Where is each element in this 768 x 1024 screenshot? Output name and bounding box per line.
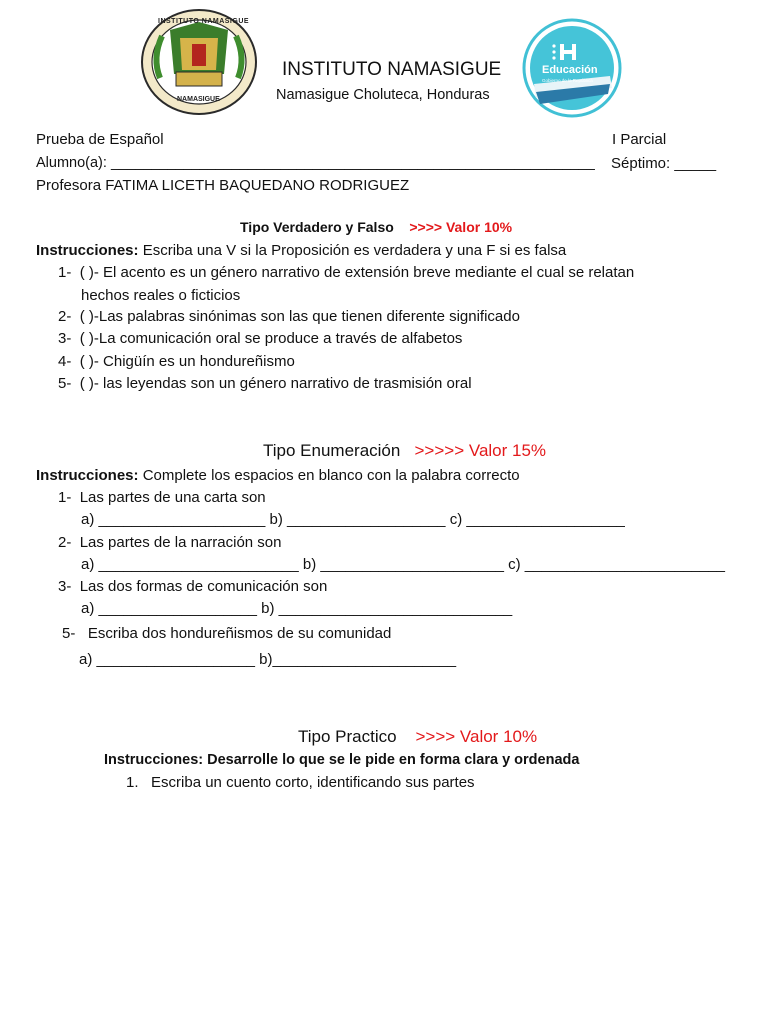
section3-title: Tipo Practico (298, 727, 397, 746)
tf-item-4 (58, 353, 295, 370)
section1-instructions-label: Instrucciones: (36, 242, 139, 259)
item-number: 4- (58, 353, 72, 370)
section2-instructions-label: Instrucciones: (36, 467, 139, 484)
logo-right-subtext: Gobierno de la República (542, 78, 593, 83)
item-number: 2- (58, 534, 72, 551)
item-text: - Chigüín es un hondureñismo (93, 353, 295, 370)
answer-blank: ( ) (79, 308, 94, 325)
enum-item-5 (62, 625, 391, 642)
enum-item-2 (58, 534, 281, 551)
section2-heading (263, 441, 546, 461)
enum-item-1 (58, 489, 266, 506)
enum-item-3 (58, 578, 327, 595)
section1-value: >>>> Valor 10% (409, 219, 513, 235)
section2-instructions (36, 467, 520, 484)
enum-item-5-answers: a) ___________________ b)______________________ (79, 651, 457, 668)
item-number: 3- (58, 578, 72, 595)
item-number: 2- (58, 308, 72, 325)
section2-title: Tipo Enumeración (263, 441, 401, 460)
logo-right-text: Educación (542, 64, 598, 76)
section3-instructions: Instrucciones: Desarrolle lo que se le pide en forma clara y ordenada (104, 752, 580, 768)
enum-item-1-answers: a) ____________________ b) ___________________ c) ___________________ (81, 511, 625, 528)
section1-instructions-text: Escriba una V si la Proposición es verdadera y una F si es falsa (138, 242, 567, 259)
item-text: -La comunicación oral se produce a través de alfabetos (93, 330, 463, 347)
item-number: 1. (126, 774, 139, 791)
answer-blank: ( ) (79, 375, 94, 392)
section1-title: Tipo Verdadero y Falso (240, 219, 394, 235)
answer-blank: ( ) (79, 330, 94, 347)
practice-item-1 (126, 774, 475, 791)
section2-value: >>>>> Valor 15% (414, 441, 547, 460)
item-number: 1- (58, 264, 72, 281)
item-text: -Las palabras sinónimas son las que tienen diferente significado (93, 308, 520, 325)
tf-item-2 (58, 308, 520, 325)
item-text: Las dos formas de comunicación son (79, 578, 328, 595)
tf-item-1 (58, 264, 634, 281)
teacher-name: Profesora FATIMA LICETH BAQUEDANO RODRIGUEZ (36, 177, 410, 194)
section3-value: >>>> Valor 10% (415, 727, 538, 746)
item-text: - las leyendas son un género narrativo de trasmisión oral (93, 375, 472, 392)
section1-instructions (36, 242, 566, 259)
answer-blank: ( ) (79, 353, 94, 370)
item-number: 3- (58, 330, 72, 347)
grade-field: Séptimo: _____ (611, 155, 717, 172)
item-text: - El acento es un género narrativo de extensión breve mediante el cual se relatan (93, 264, 635, 281)
item-text: Escriba un cuento corto, identificando sus partes (151, 774, 475, 791)
answer-blank: ( ) (79, 264, 94, 281)
logo-left-top-text: INSTITUTO NAMASIGUE (158, 18, 250, 25)
enum-item-2-answers: a) ________________________ b) ______________________ c) ________________________ (81, 556, 725, 573)
subject-label: Prueba de Español (36, 131, 164, 148)
student-name-field: Alumno(a): ____________________________________________________________ (36, 155, 595, 171)
section2-instructions-text: Complete los espacios en blanco con la palabra correcto (138, 467, 520, 484)
period-label: I Parcial (612, 131, 667, 148)
section3-heading (298, 727, 537, 747)
school-name: INSTITUTO NAMASIGUE (282, 59, 502, 80)
item-text: Las partes de la narración son (79, 534, 282, 551)
item-text: Escriba dos hondureñismos de su comunidad (87, 625, 392, 642)
school-location: Namasigue Choluteca, Honduras (276, 87, 490, 103)
section1-heading (240, 219, 512, 235)
tf-item-3 (58, 330, 462, 347)
item-number: 5- (58, 375, 72, 392)
enum-item-3-answers: a) ___________________ b) ____________________________ (81, 600, 513, 617)
item-number: 1- (58, 489, 72, 506)
tf-item-5 (58, 375, 472, 392)
logo-left-bottom-text: NAMASIGUE (177, 96, 220, 103)
item-text: Las partes de una carta son (79, 489, 266, 506)
tf-item-1-continuation: hechos reales o ficticios (81, 287, 241, 304)
item-number: 5- (62, 625, 76, 642)
